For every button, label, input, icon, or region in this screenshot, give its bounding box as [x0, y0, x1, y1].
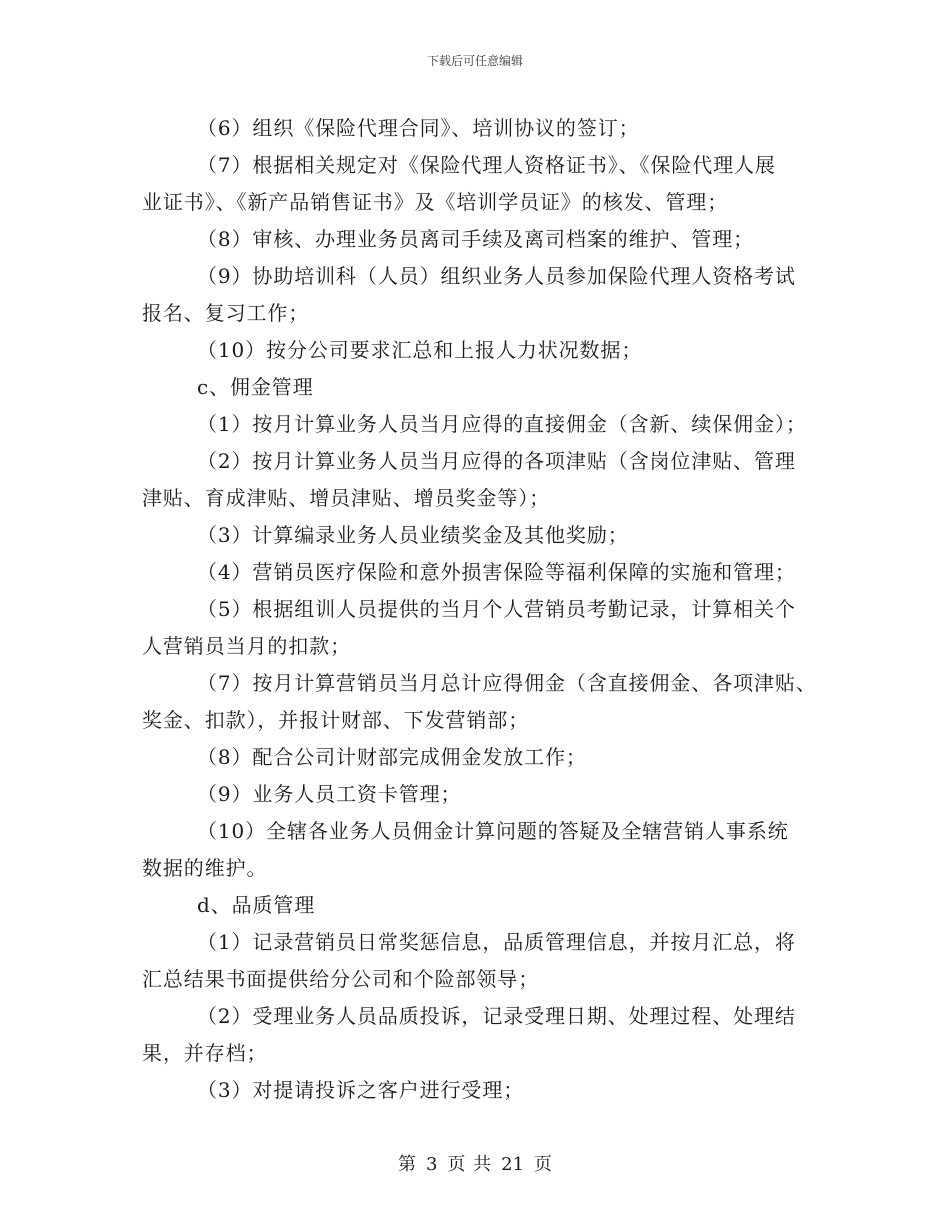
- page-number: 3: [425, 1154, 438, 1175]
- text-line: 果，并存档；: [142, 1041, 268, 1065]
- footer-suffix: 页: [534, 1154, 553, 1175]
- page-total: 21: [501, 1154, 525, 1175]
- text-line: 汇总结果书面提供给分公司和个险部领导；: [142, 967, 540, 991]
- text-line: （1）按月计算业务人员当月应得的直接佣金（含新、续保佣金）；: [197, 412, 807, 436]
- text-line: 津贴、育成津贴、增员津贴、增员奖金等）；: [142, 486, 550, 510]
- text-line: （7）按月计算营销员当月总计应得佣金（含直接佣金、各项津贴、: [197, 671, 817, 695]
- text-line: （7）根据相关规定对《保险代理人资格证书》、《保险代理人展: [197, 153, 776, 177]
- text-line: c、佣金管理: [197, 375, 314, 399]
- text-line: （8）配合公司计财部完成佣金发放工作；: [197, 745, 587, 769]
- text-line: 奖金、扣款），并报计财部、下发营销部；: [142, 708, 530, 732]
- text-line: （9）业务人员工资卡管理；: [197, 782, 462, 806]
- document-body: [142, 110, 822, 1109]
- text-line: 数据的维护。: [142, 856, 268, 880]
- text-line: （4）营销员医疗保险和意外损害保险等福利保障的实施和管理；: [197, 560, 796, 584]
- text-line: （10）全辖各业务人员佣金计算问题的答疑及全辖营销人事系统: [197, 819, 789, 843]
- text-line: d、品质管理: [197, 893, 316, 917]
- text-line: （5）根据组训人员提供的当月个人营销员考勤记录，计算相关个: [197, 597, 796, 621]
- text-line: （3）计算编录业务人员业绩奖金及其他奖励；: [197, 523, 629, 547]
- text-line: 报名、复习工作；: [142, 301, 310, 325]
- text-line: （3）对提请投诉之客户进行受理；: [197, 1078, 525, 1102]
- text-line: （2）按月计算业务人员当月应得的各项津贴（含岗位津贴、管理: [197, 449, 796, 473]
- text-line: （8）审核、办理业务员离司手续及离司档案的维护、管理；: [197, 227, 755, 251]
- footer-middle: 页 共: [447, 1154, 492, 1175]
- page-footer: [0, 1150, 950, 1176]
- text-line: 人营销员当月的扣款；: [142, 634, 351, 658]
- text-line: （10）按分公司要求汇总和上报人力状况数据；: [197, 338, 643, 362]
- text-line: （6）组织《保险代理合同》、培训协议的签订；: [197, 116, 640, 140]
- text-line: （9）协助培训科（人员）组织业务人员参加保险代理人资格考试: [197, 264, 796, 288]
- footer-prefix: 第: [397, 1154, 416, 1175]
- text-line: （2）受理业务人员品质投诉，记录受理日期、处理过程、处理结: [197, 1004, 796, 1028]
- page-header: 下载后可任意编辑: [426, 54, 523, 68]
- text-line: （1）记录营销员日常奖惩信息，品质管理信息，并按月汇总，将: [197, 930, 796, 954]
- text-line: 业证书》、《新产品销售证书》及《培训学员证》的核发、管理；: [142, 190, 729, 214]
